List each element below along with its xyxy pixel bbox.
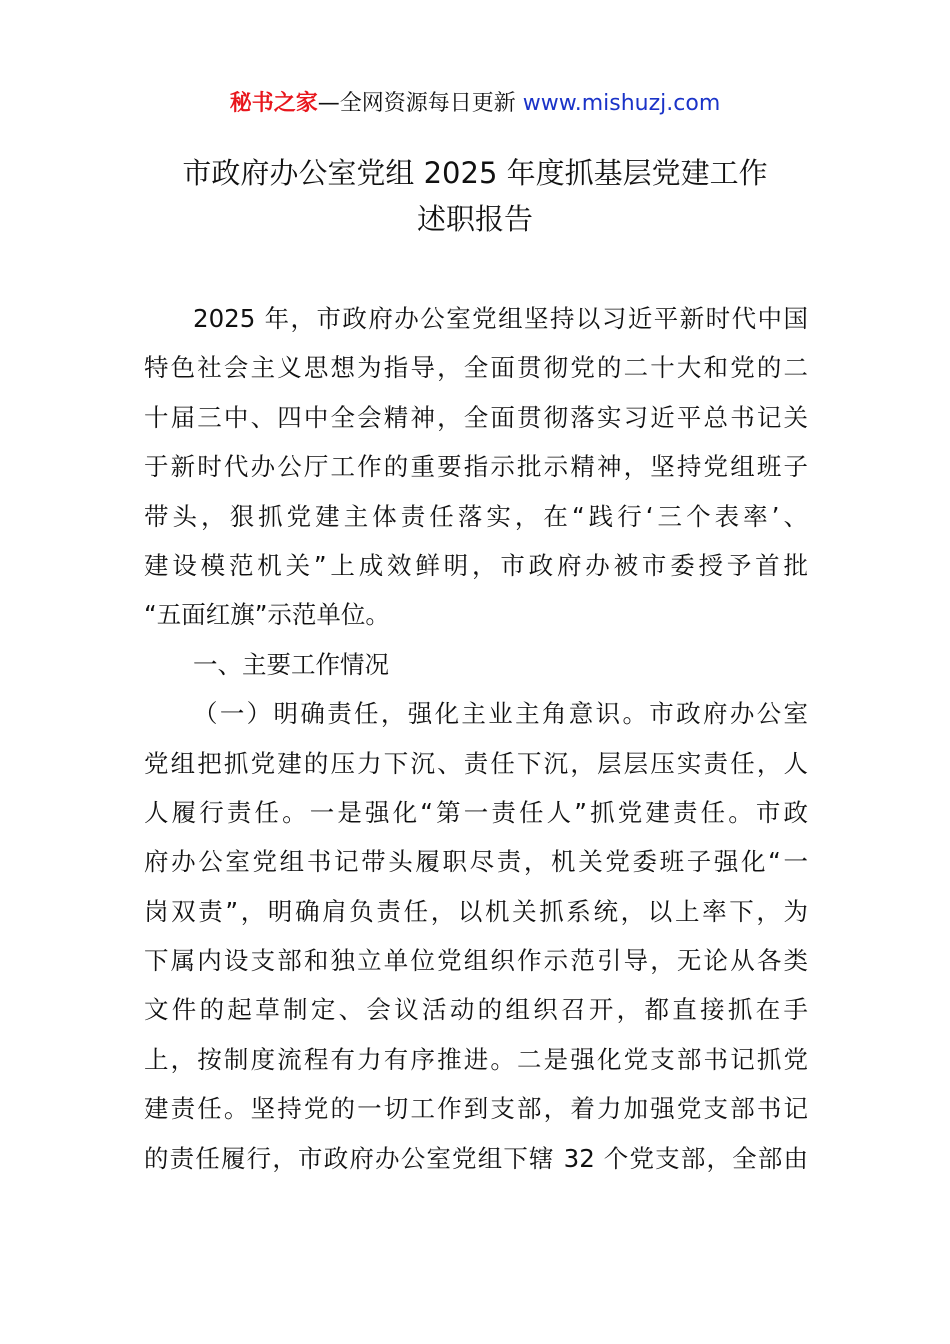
paragraph-2-line: 建责任。坚持党的一切工作到支部，着力加强党支部书记 (144, 1094, 808, 1124)
site-brand: 秘书之家 (229, 91, 318, 116)
paragraph-1-line: 特色社会主义思想为指导，全面贯彻党的二十大和党的二 (144, 353, 808, 383)
paragraph-2-line: 党组把抓党建的压力下沉、责任下沉，层层压实责任，人 (144, 748, 808, 778)
paragraph-1-line: “五面红旗”示范单位。 (144, 600, 390, 630)
paragraph-1-line: 带头，狠抓党建主体责任落实，在“践行‘三个表率’、 (144, 501, 808, 531)
paragraph-2-line: 的责任履行，市政府办公室党组下辖 32 个党支部，全部由 (144, 1143, 808, 1173)
site-header (0, 88, 950, 120)
paragraph-1-line: 于新时代办公厅工作的重要指示批示精神，坚持党组班子 (144, 452, 808, 482)
document-body (144, 294, 808, 1183)
document-title (0, 150, 950, 242)
paragraph-1-line: 十届三中、四中全会精神，全面贯彻落实习近平总书记关 (144, 402, 808, 432)
title-line-1: 市政府办公室党组 2025 年度抓基层党建工作 (182, 156, 768, 190)
paragraph-2-line: 下属内设支部和独立单位党组织作示范引导，无论从各类 (144, 946, 808, 976)
site-url-link[interactable]: www.mishuzj.com (522, 91, 721, 116)
paragraph-2-line: （一）明确责任，强化主业主角意识。市政府办公室 (193, 699, 808, 729)
paragraph-1-line: 2025 年，市政府办公室党组坚持以习近平新时代中国 (193, 304, 808, 333)
paragraph-2-line: 人履行责任。一是强化“第一责任人”抓党建责任。市政 (144, 797, 808, 827)
site-tagline: —全网资源每日更新 (317, 91, 523, 116)
paragraph-2-line: 府办公室党组书记带头履职尽责，机关党委班子强化“一 (144, 847, 808, 877)
section-heading-1: 一、主要工作情况 (193, 649, 389, 679)
paragraph-1-line: 建设模范机关”上成效鲜明，市政府办被市委授予首批 (144, 550, 808, 580)
paragraph-2-line: 文件的起草制定、会议活动的组织召开，都直接抓在手 (144, 995, 808, 1025)
paragraph-2-line: 岗双责”，明确肩负责任，以机关抓系统，以上率下，为 (144, 896, 808, 926)
paragraph-2-line: 上，按制度流程有力有序推进。二是强化党支部书记抓党 (144, 1044, 808, 1074)
title-line-2: 述职报告 (416, 202, 533, 236)
